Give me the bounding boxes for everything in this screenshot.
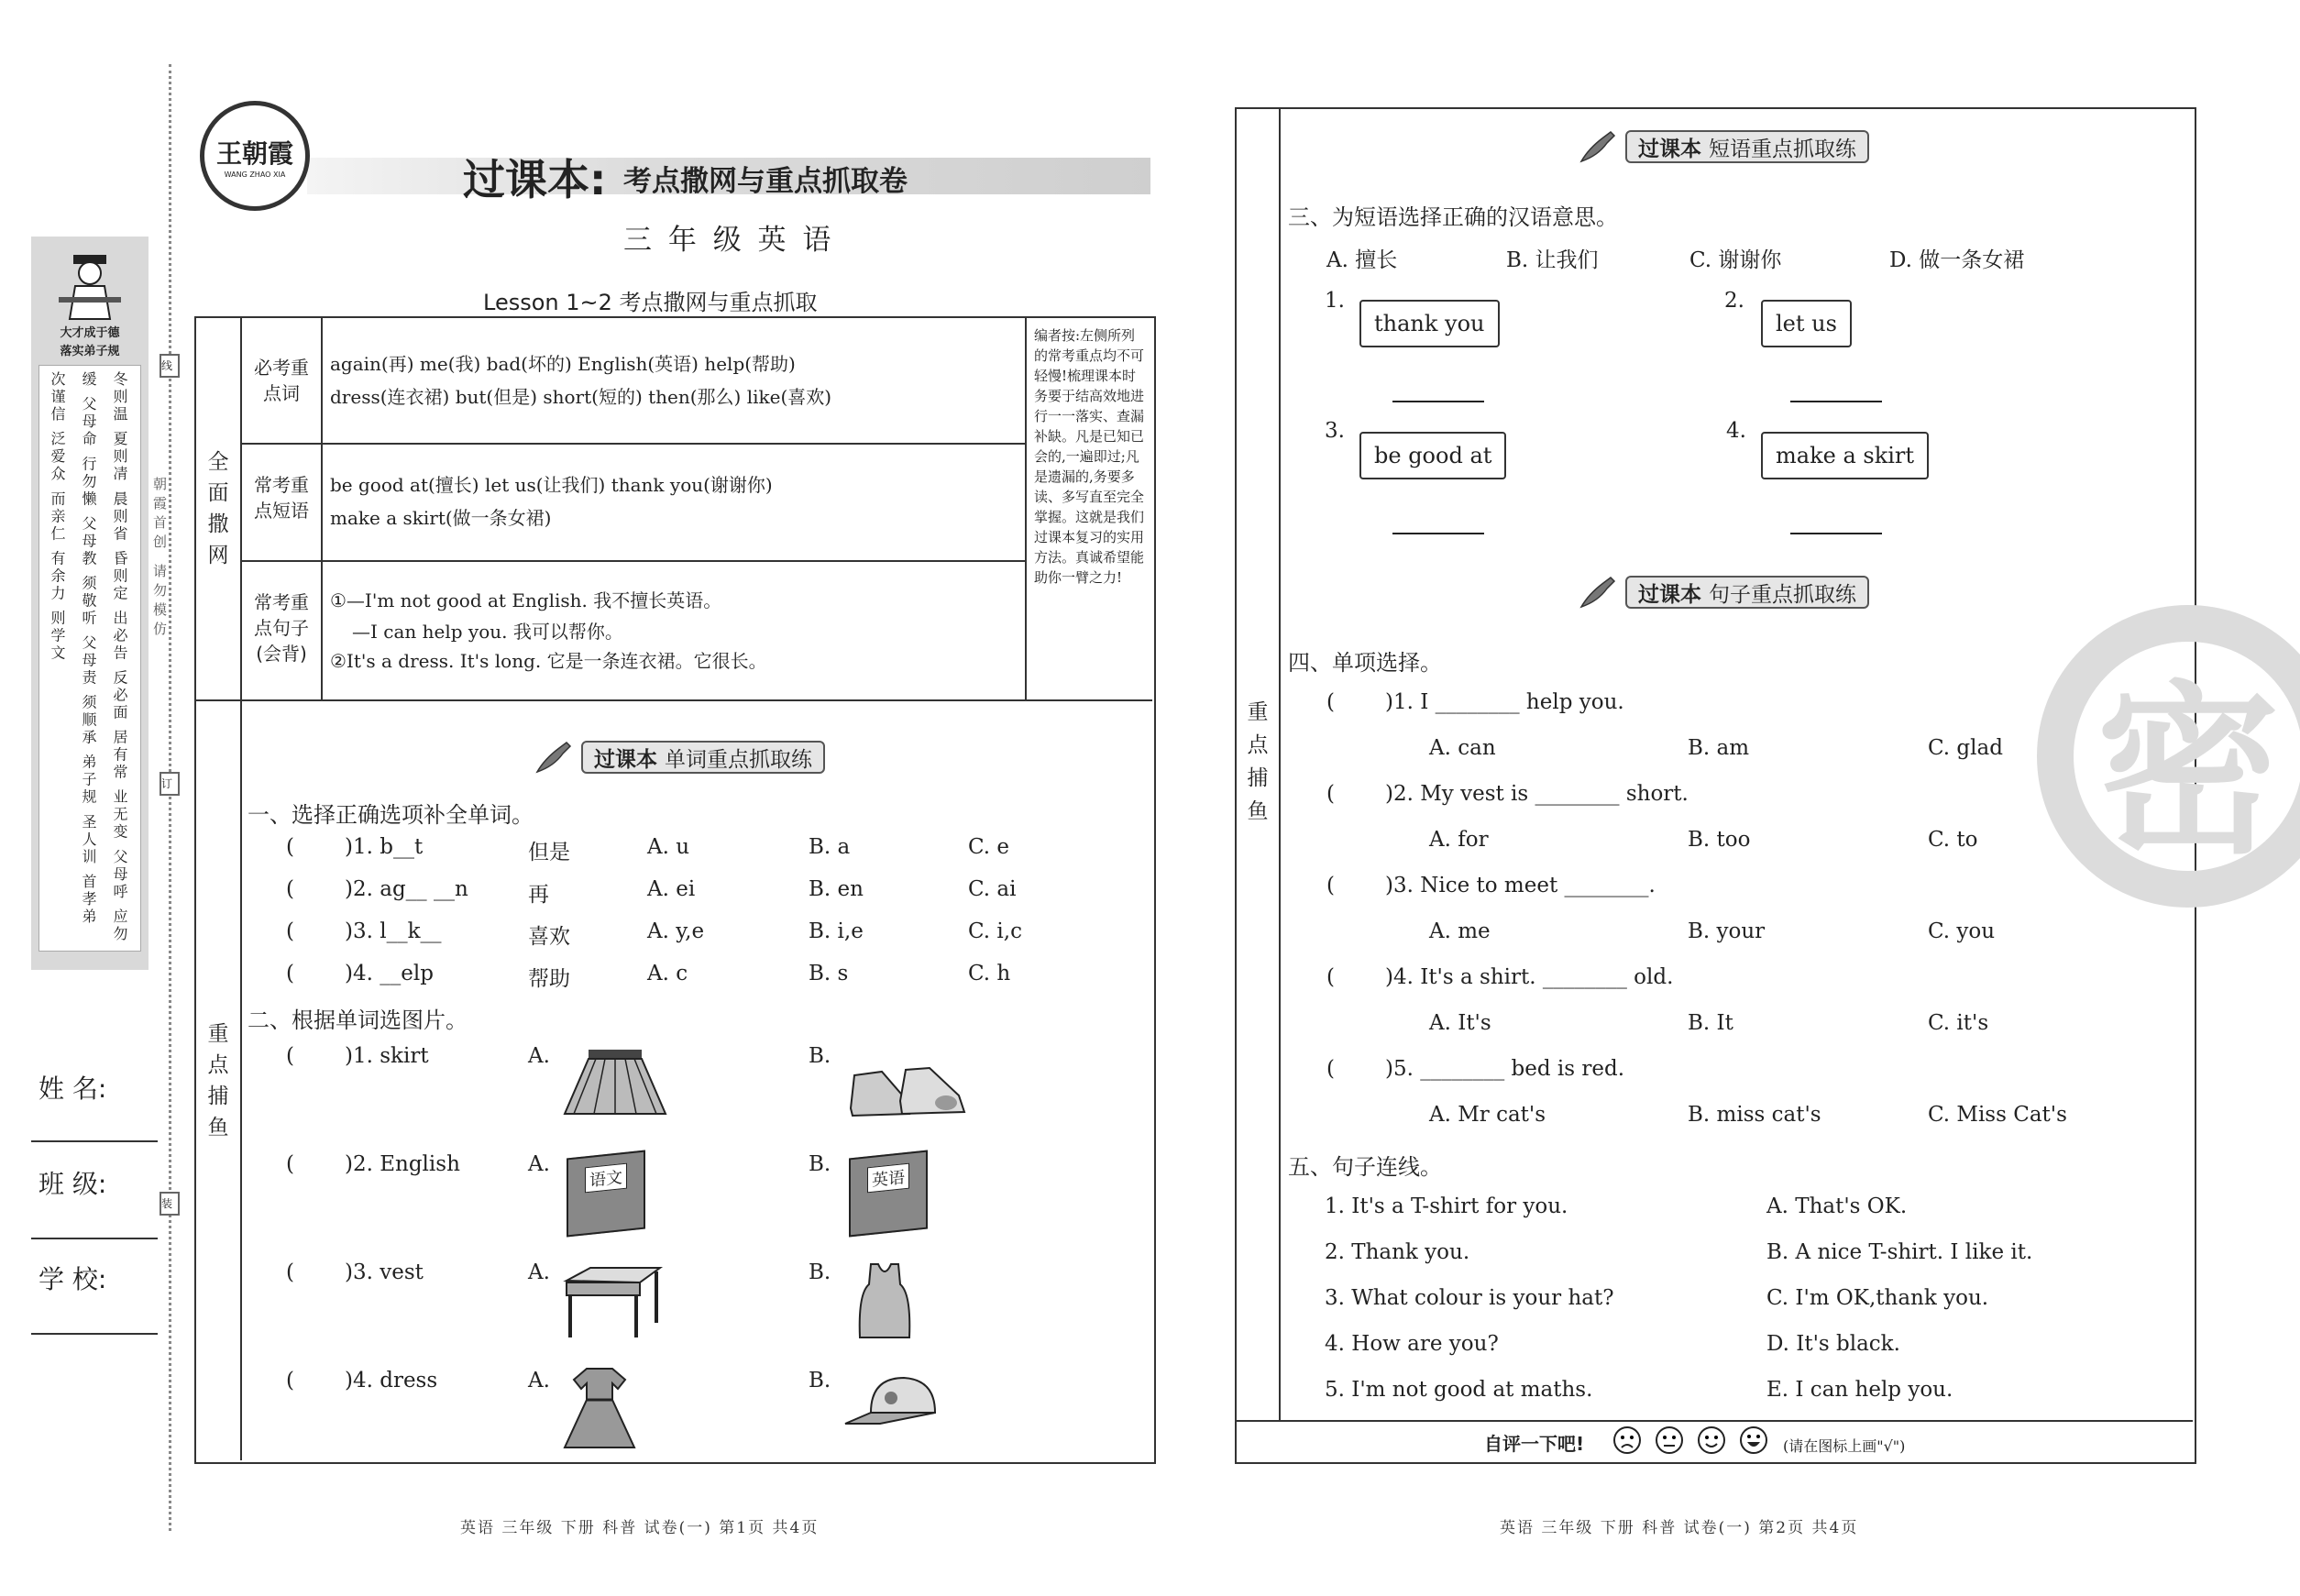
title-sub: 考点撒网与重点抓取卷 [623, 165, 908, 198]
p1-c[interactable]: C. i,c [968, 919, 1022, 943]
p1-a[interactable]: A. y,e [647, 919, 705, 943]
self-eval-label: 自评一下吧! [1484, 1433, 1585, 1455]
p4-q: )2. My vest is ________ short. [1385, 782, 1689, 806]
p3-answer-blank[interactable] [1790, 401, 1882, 402]
p4-b[interactable]: B. your [1688, 919, 1766, 943]
motto-1: 大才成于德 [60, 326, 120, 340]
p5-right[interactable]: E. I can help you. [1766, 1378, 1953, 1402]
part4-title: 四、单项选择。 [1288, 650, 1442, 676]
row1-label: 必考重点词 [254, 357, 309, 404]
p2-b[interactable]: B. [809, 1044, 831, 1068]
row3-line1: ①—I'm not good at English. 我不擅长英语。 [330, 589, 722, 611]
p5-left[interactable]: 2. Thank you. [1325, 1240, 1470, 1264]
p1-q: )1. b__t [345, 835, 424, 859]
row3-line2: —I can help you. 我可以帮你。 [352, 621, 623, 643]
desk-image[interactable] [563, 1262, 664, 1339]
side-label-2: 重点捕鱼 [207, 1022, 229, 1139]
scholar-illustration [53, 249, 127, 321]
p3-option-d: D. 做一条女裙 [1889, 248, 2025, 272]
p1-paren: ( [286, 877, 294, 901]
fold-text: 朝霞首创 请勿模仿 [151, 477, 168, 641]
p5-right[interactable]: A. That's OK. [1766, 1194, 1908, 1218]
p3-option-a: A. 擅长 [1326, 248, 1398, 272]
p4-c[interactable]: C. glad [1928, 736, 2003, 760]
p1-a[interactable]: A. c [647, 962, 688, 985]
brush-icon [535, 741, 572, 774]
p4-c[interactable]: C. it's [1928, 1011, 1989, 1035]
row1-line1: again(再) me(我) bad(坏的) English(英语) help(帮助) [330, 353, 796, 375]
p4-b[interactable]: B. miss cat's [1688, 1103, 1821, 1127]
chinese-book-image[interactable]: 语文 [567, 1150, 645, 1237]
p2-paren: ( [286, 1369, 294, 1392]
p1-b[interactable]: B. i,e [809, 919, 864, 943]
p1-c[interactable]: C. h [968, 962, 1011, 985]
cut-mark-3: 装 [160, 1192, 180, 1216]
p4-a[interactable]: A. me [1429, 919, 1491, 943]
p2-b[interactable]: B. [809, 1369, 831, 1392]
p5-left[interactable]: 5. I'm not good at maths. [1325, 1378, 1593, 1402]
p4-b[interactable]: B. too [1688, 828, 1751, 852]
p4-a[interactable]: A. for [1429, 828, 1489, 852]
p1-cn: 帮助 [528, 967, 570, 991]
english-book-image[interactable]: 英语 [849, 1150, 928, 1237]
p1-a[interactable]: A. ei [647, 877, 696, 901]
p1-paren: ( [286, 835, 294, 859]
brush-icon [1579, 130, 1616, 163]
p4-paren: ( [1326, 1057, 1335, 1081]
sentence-banner: 过课本 句子重点抓取练 [1579, 573, 1869, 611]
word-banner: 过课本 单词重点抓取练 [535, 738, 825, 776]
brush-icon [1579, 576, 1616, 609]
part1-title: 一、选择正确选项补全单词。 [248, 802, 534, 828]
p4-b[interactable]: B. am [1688, 736, 1750, 760]
p3-num: 1. [1325, 289, 1345, 313]
side-label-1: 全面撒网 [207, 450, 229, 567]
p2-paren: ( [286, 1044, 294, 1068]
phrase-scroll: let us [1761, 300, 1852, 347]
row2-line1: be good at(擅长) let us(让我们) thank you(谢谢你) [330, 474, 773, 496]
p4-paren: ( [1326, 874, 1335, 897]
p3-num: 2. [1724, 289, 1744, 313]
p2-a[interactable]: A. [528, 1152, 550, 1176]
row1-line2: dress(连衣裙) but(但是) short(短的) then(那么) like(喜欢) [330, 386, 832, 408]
p4-paren: ( [1326, 782, 1335, 806]
p3-num: 3. [1325, 419, 1345, 443]
p4-paren: ( [1326, 965, 1335, 989]
p5-right[interactable]: D. It's black. [1766, 1332, 1900, 1356]
p4-a[interactable]: A. can [1429, 736, 1496, 760]
self-eval-hint: (请在图标上画"√") [1783, 1437, 1906, 1455]
p4-a[interactable]: A. It's [1429, 1011, 1491, 1035]
p1-b[interactable]: B. s [809, 962, 849, 985]
dizigui-poem: 冬则温 夏则凊 晨则省 昏则定 出必告 反必面 居有常 业无变 父母呼 应勿缓 父母命 行勿懒 父母教 须敬听 父母责 须顺承 弟子规 圣人训 首孝弟 次谨信 泛爱众 而亲仁 有余力 则学文 [39, 365, 141, 952]
p4-q: )3. Nice to meet ________. [1385, 874, 1656, 897]
part2-title: 二、根据单词选图片。 [248, 1007, 468, 1033]
lesson-title: Lesson 1~2 考点撒网与重点抓取 [483, 290, 818, 315]
row2-line2: make a skirt(做一条女裙) [330, 507, 552, 529]
p1-paren: ( [286, 919, 294, 943]
p3-answer-blank[interactable] [1790, 533, 1882, 534]
left-strip [31, 237, 149, 970]
p1-c[interactable]: C. e [968, 835, 1010, 859]
phrase-scroll: thank you [1359, 300, 1500, 347]
row3-label: 常考重点句子(会背) [254, 591, 309, 665]
p3-option-c: C. 谢谢你 [1689, 248, 1782, 272]
p4-c[interactable]: C. you [1928, 919, 1996, 943]
motto-2: 落实弟子规 [60, 345, 120, 358]
p2-q: )3. vest [345, 1260, 424, 1284]
footer-left: 英语 三年级 下册 科普 试卷(一) 第1页 共4页 [460, 1519, 820, 1537]
neutral-face-icon[interactable] [1655, 1425, 1684, 1455]
p1-cn: 再 [528, 883, 549, 907]
secret-watermark: 密 [2037, 605, 2300, 908]
self-eval-faces [1612, 1425, 1768, 1455]
title-main: 过课本: [463, 155, 607, 204]
p2-a[interactable]: A. [528, 1260, 550, 1284]
smile-face-icon[interactable] [1697, 1425, 1726, 1455]
row2-label: 常考重点短语 [254, 474, 309, 522]
part3-title: 三、为短语选择正确的汉语意思。 [1288, 204, 1618, 230]
p1-q: )3. l__k__ [345, 919, 442, 943]
name-field[interactable] [31, 1140, 158, 1142]
p4-q: )1. I ________ help you. [1385, 690, 1624, 714]
school-label: 学 校: [39, 1264, 107, 1294]
p1-b[interactable]: B. a [809, 835, 851, 859]
footer-right: 英语 三年级 下册 科普 试卷(一) 第2页 共4页 [1500, 1519, 1859, 1537]
p3-option-b: B. 让我们 [1506, 248, 1599, 272]
p3-answer-blank[interactable] [1392, 533, 1484, 534]
p4-b[interactable]: B. It [1688, 1011, 1733, 1035]
p3-num: 4. [1726, 419, 1746, 443]
p5-right[interactable]: C. I'm OK,thank you. [1766, 1286, 1989, 1310]
cut-mark-1: 线 [160, 354, 180, 378]
phrase-banner: 过课本 短语重点抓取练 [1579, 127, 1869, 166]
p5-left[interactable]: 4. How are you? [1325, 1332, 1499, 1356]
p2-b[interactable]: B. [809, 1260, 831, 1284]
p2-q: )2. English [345, 1152, 460, 1176]
phrase-scroll: make a skirt [1761, 432, 1929, 479]
p2-a[interactable]: A. [528, 1044, 550, 1068]
p1-paren: ( [286, 962, 294, 985]
p4-paren: ( [1326, 690, 1335, 714]
name-label: 姓 名: [39, 1073, 107, 1104]
p1-q: )4. __elp [345, 962, 434, 985]
dress-image[interactable] [561, 1365, 638, 1451]
row3-line3: ②It's a dress. It's long. 它是一条连衣裙。它很长。 [330, 650, 767, 672]
side-label-right: 重点捕鱼 [1247, 700, 1269, 823]
p5-left[interactable]: 3. What colour is your hat? [1325, 1286, 1614, 1310]
p2-b[interactable]: B. [809, 1152, 831, 1176]
p1-c[interactable]: C. ai [968, 877, 1017, 901]
review-table [194, 316, 1156, 1464]
school-field[interactable] [31, 1333, 158, 1335]
p4-a[interactable]: A. Mr cat's [1429, 1103, 1546, 1127]
happy-face-icon[interactable] [1739, 1425, 1768, 1455]
p1-cn: 喜欢 [528, 925, 570, 949]
p4-c[interactable]: C. Miss Cat's [1928, 1103, 2067, 1127]
phrase-scroll: be good at [1359, 432, 1506, 479]
p5-right[interactable]: B. A nice T-shirt. I like it. [1766, 1240, 2033, 1264]
skirt-image[interactable] [561, 1048, 669, 1121]
cut-mark-2: 订 [160, 772, 180, 796]
p2-q: )1. skirt [345, 1044, 429, 1068]
cap-image[interactable] [843, 1372, 939, 1436]
grade-subject: 三 年 级 英 语 [623, 224, 835, 257]
p4-c[interactable]: C. to [1928, 828, 1978, 852]
p1-q: )2. ag__ __n [345, 877, 468, 901]
wangzhaoxia-logo: 王朝霞 WANG ZHAO XIA [200, 101, 310, 211]
p5-left[interactable]: 1. It's a T-shirt for you. [1325, 1194, 1568, 1218]
sneakers-image[interactable] [845, 1048, 974, 1121]
p2-q: )4. dress [345, 1369, 438, 1392]
p1-b[interactable]: B. en [809, 877, 864, 901]
p1-cn: 但是 [528, 841, 570, 864]
fold-line [169, 64, 171, 1531]
vest-image[interactable] [854, 1262, 915, 1339]
part5-title: 五、句子连线。 [1288, 1154, 1442, 1180]
p4-q: )4. It's a shirt. ________ old. [1385, 965, 1674, 989]
class-field[interactable] [31, 1238, 158, 1239]
editor-note: 编者按:左侧所列的常考重点均不可轻慢!梳理课本时务要于结高效地进行一一落实、查漏补缺。凡是已知已会的,一遍即过;凡是遗漏的,务要多读、多写直至完全掌握。这就是我们过课本复习的实用方法。真诚希望能助你一臂之力! [1034, 327, 1145, 586]
p1-a[interactable]: A. u [647, 835, 690, 859]
p2-paren: ( [286, 1152, 294, 1176]
p2-paren: ( [286, 1260, 294, 1284]
p3-answer-blank[interactable] [1392, 401, 1484, 402]
sad-face-icon[interactable] [1612, 1425, 1642, 1455]
class-label: 班 级: [39, 1169, 107, 1199]
p4-q: )5. ________ bed is red. [1385, 1057, 1625, 1081]
p2-a[interactable]: A. [528, 1369, 550, 1392]
